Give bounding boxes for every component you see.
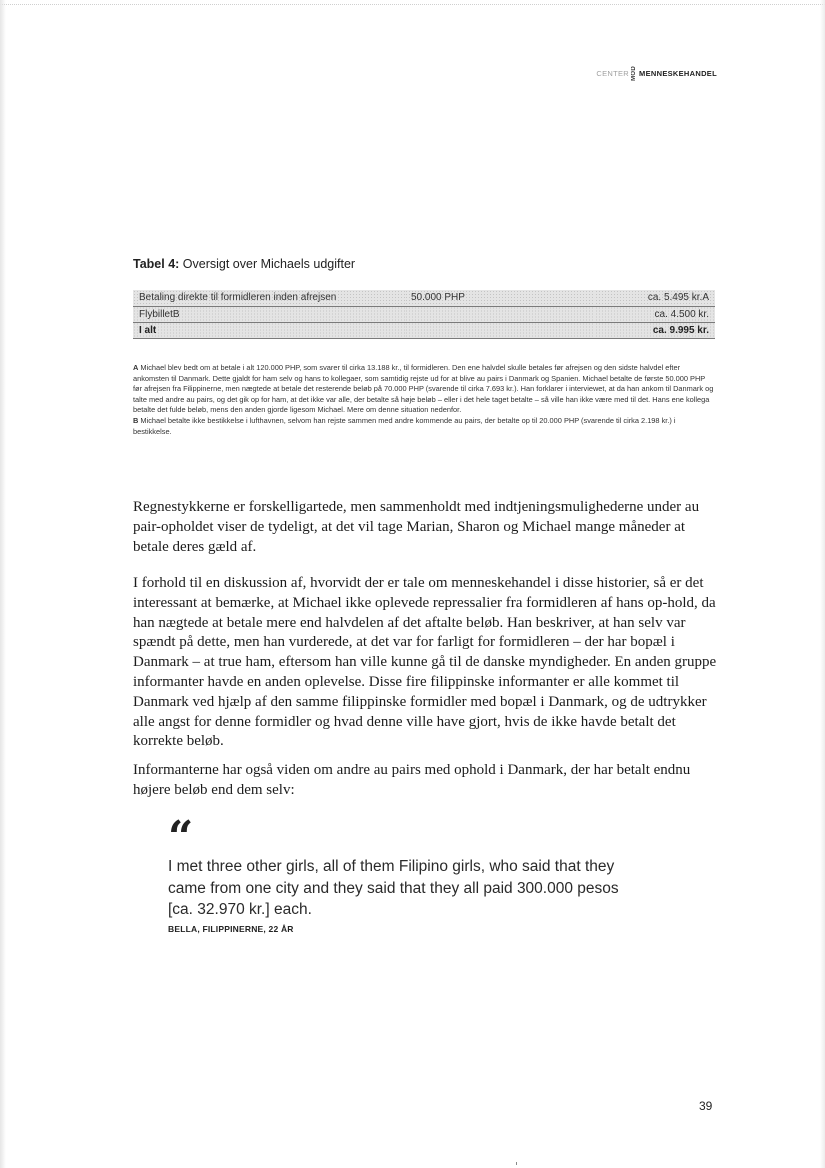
quote-attribution: BELLA, FILIPPINERNE, 22 ÅR bbox=[168, 924, 294, 934]
header-mod-word: MOD bbox=[631, 65, 638, 81]
table-cell-cost: ca. 4.500 kr. bbox=[595, 306, 715, 322]
table-caption-text: Oversigt over Michaels udgifter bbox=[179, 257, 356, 271]
table-cell-label: FlybilletB bbox=[133, 306, 405, 322]
header-brand: MENNESKEHANDEL bbox=[639, 68, 717, 78]
footnote bbox=[133, 363, 715, 416]
scan-edge-right bbox=[820, 0, 825, 1168]
footnote-marker: B bbox=[133, 415, 139, 425]
body-paragraph: Informanterne har også viden om andre au pairs med ophold i Danmark, der har betalt endnu højere beløb end dem selv: bbox=[133, 762, 691, 798]
pull-quote: I met three other girls, all of them Filipino girls, who said that they came from one city and they said that they all paid 300.000 pesos [ca. 32.970 kr.] each. bbox=[168, 858, 619, 918]
footnote-text: Michael betalte ikke bestikkelse i lufthavnen, selvom han rejste sammen med andre kommende au pairs, der betalte op til 20.000 PHP (svarende til cirka 2.198 kr.) i bestikkelse. bbox=[133, 415, 676, 436]
table-cell-amount: 50.000 PHP bbox=[405, 290, 595, 306]
expense-table bbox=[133, 290, 715, 339]
table-cell-label: I alt bbox=[133, 322, 405, 338]
table-cell-amount bbox=[405, 322, 595, 338]
table-row bbox=[133, 306, 715, 322]
table-cell-cost: ca. 5.495 kr.A bbox=[595, 290, 715, 306]
footnote bbox=[133, 416, 715, 437]
table-cell-cost: ca. 9.995 kr. bbox=[595, 322, 715, 338]
scan-edge-left bbox=[0, 0, 6, 1168]
footnote-text: Michael blev bedt om at betale i alt 120.000 PHP, som svarer til cirka 13.188 kr., til formidleren. Den ene halvdel skulle betales før afrejsen og den sidste halvdel efter ankomsten til Danmark. Dette gjaldt for ham selv og hans to kollegaer, som samtidig rejste ud for at blive au pairs i Danmark og Spanien. Michael betalte de første 50.000 PHP før afrejsen fra Filippinerne, men nægtede at betale det resterende beløb på 70.000 PHP (svarende til cirka 7.693 kr.). Han forklarer i interviewet, at da han ankom til Danmark og talte med andre au pairs, og det gik op for ham, at det ikke var alle, der betalte så høje beløb – eller i det hele taget betalte – så ville han ikke være med til det. Hans ene kollega betalte det fulde beløb, mens den anden gjorde ligesom Michael. Mere om denne situation nedenfor. bbox=[133, 363, 714, 415]
table-row-total bbox=[133, 322, 715, 338]
page-number: 39 bbox=[699, 1099, 713, 1113]
table-cell-amount bbox=[405, 306, 595, 322]
quote-mark-icon: “ bbox=[168, 812, 194, 863]
scan-speck bbox=[516, 1162, 517, 1165]
table-row bbox=[133, 290, 715, 306]
footnote-marker: A bbox=[133, 363, 139, 372]
table-footnotes bbox=[133, 363, 715, 437]
body-paragraph: I forhold til en diskussion af, hvorvidt der er tale om menneskehandel i disse historier, så er det interessant at bemærke, at Michael ikke oplevede repressalier fra formidleren af hans op-hold, da han nægtede at betale mere end halvdelen af det aftalte beløb. Han beskriver, at han selv var spændt på dette, men han vurderede, at det var for farligt for formidleren – der har bopæl i Danmark – at true ham, eftersom han ville kunne gå til de danske myndigheder. En anden gruppe informanter havde en anden oplevelse. Disse fire filippinske informanter er alle kommet til Danmark ved hjælp af den samme filippinske formidler med bopæl i Danmark, og de udtrykker alle angst for denne formidler og hvad denne ville have gjort, hvis de ikke havde betalt det korrekte beløb. bbox=[133, 575, 717, 750]
table-cell-label: Betaling direkte til formidleren inden afrejsen bbox=[133, 290, 405, 306]
scan-edge-top bbox=[0, 4, 825, 5]
body-paragraph: Regnestykkerne er forskelligartede, men sammenholdt med indtjeningsmulighederne under au pair-opholdet viser de tydeligt, at det vil tage Marian, Sharon og Michael mange måneder at betale deres gæld af. bbox=[133, 499, 700, 555]
table-caption-label: Tabel 4: bbox=[133, 257, 180, 271]
table-caption bbox=[133, 257, 355, 271]
header-center-word: CENTER bbox=[596, 68, 630, 78]
page-header bbox=[596, 64, 717, 82]
